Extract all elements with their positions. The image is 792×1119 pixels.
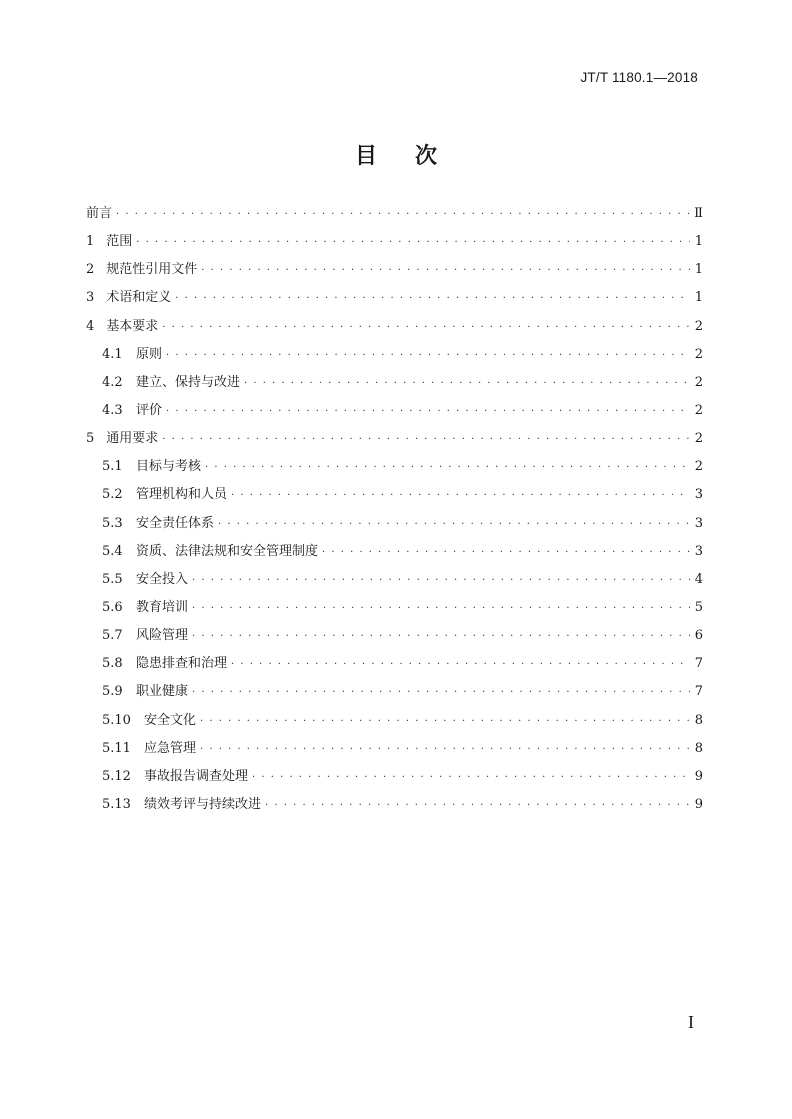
toc-entry[interactable] xyxy=(86,313,703,341)
toc-entry-number: 5.6 xyxy=(102,599,123,615)
toc-entry[interactable] xyxy=(86,341,703,369)
toc-leader-dots xyxy=(192,567,690,595)
toc-entry-number: 5.10 xyxy=(102,712,131,728)
toc-entry[interactable] xyxy=(86,622,703,650)
toc-entry-page: 7 xyxy=(694,656,703,672)
toc-entry-number: 5.8 xyxy=(102,656,123,672)
toc-entry[interactable] xyxy=(86,735,703,763)
toc-entry-number: 5.11 xyxy=(102,740,131,756)
toc-leader-dots xyxy=(166,398,690,426)
toc-entry-number: 5.1 xyxy=(102,459,123,475)
toc-entry-label[interactable]: 管理机构和人员 xyxy=(136,487,228,503)
toc-entry-label[interactable]: 术语和定义 xyxy=(106,290,172,306)
toc-entry-label[interactable]: 职业健康 xyxy=(136,684,189,700)
table-of-contents xyxy=(86,200,703,819)
toc-entry[interactable] xyxy=(86,650,703,678)
toc-entry-number: 1 xyxy=(86,234,95,250)
toc-entry[interactable] xyxy=(86,425,703,453)
toc-entry-page: 9 xyxy=(694,768,703,784)
toc-entry-number: 4 xyxy=(86,318,95,334)
toc-entry-number: 5 xyxy=(86,431,95,447)
toc-entry-number: 2 xyxy=(86,262,95,278)
toc-leader-dots xyxy=(218,511,690,539)
toc-leader-dots xyxy=(192,595,690,623)
toc-entry[interactable] xyxy=(86,369,703,397)
toc-leader-dots xyxy=(205,454,690,482)
toc-entry-page: 1 xyxy=(694,262,703,278)
toc-entry[interactable] xyxy=(86,707,703,735)
toc-entry-page: 6 xyxy=(694,628,703,644)
toc-leader-dots xyxy=(244,370,690,398)
toc-entry[interactable] xyxy=(86,284,703,312)
toc-entry-label[interactable]: 前言 xyxy=(86,206,113,221)
toc-entry[interactable] xyxy=(86,566,703,594)
standard-code: JT/T 1180.1—2018 xyxy=(580,70,698,85)
toc-entry[interactable] xyxy=(86,538,703,566)
toc-entry[interactable] xyxy=(86,397,703,425)
toc-entry-page: 7 xyxy=(694,684,703,700)
toc-entry-number: 5.12 xyxy=(102,768,131,784)
toc-entry-number: 5.13 xyxy=(102,796,131,812)
toc-entry[interactable] xyxy=(86,228,703,256)
toc-entry-page: 2 xyxy=(694,374,703,390)
toc-entry-page: 2 xyxy=(694,402,703,418)
toc-entry-page: 9 xyxy=(694,796,703,812)
toc-entry-number: 5.4 xyxy=(102,543,123,559)
toc-entry-label[interactable]: 目标与考核 xyxy=(136,459,202,475)
toc-leader-dots xyxy=(200,736,690,764)
toc-entry-page: 1 xyxy=(694,234,703,250)
toc-leader-dots xyxy=(136,229,690,257)
toc-entry-page: 1 xyxy=(694,290,703,306)
toc-leader-dots xyxy=(201,257,690,285)
toc-entry[interactable] xyxy=(86,256,703,284)
toc-leader-dots xyxy=(192,679,690,707)
toc-entry-label[interactable]: 教育培训 xyxy=(136,599,189,615)
toc-entry-label[interactable]: 应急管理 xyxy=(144,740,197,756)
toc-entry-page: 2 xyxy=(694,459,703,475)
toc-entry[interactable] xyxy=(86,678,703,706)
toc-entry[interactable] xyxy=(86,453,703,481)
toc-leader-dots xyxy=(200,708,690,736)
toc-entry-label[interactable]: 规范性引用文件 xyxy=(106,262,198,278)
toc-entry-label[interactable]: 资质、法律法规和安全管理制度 xyxy=(136,543,319,559)
toc-entry-label[interactable]: 基本要求 xyxy=(106,318,159,334)
toc-entry-number: 5.7 xyxy=(102,628,123,644)
toc-entry-label[interactable]: 隐患排查和治理 xyxy=(136,656,228,672)
toc-entry-label[interactable]: 建立、保持与改进 xyxy=(136,374,241,390)
toc-entry-page: 2 xyxy=(694,346,703,362)
toc-entry-number: 4.3 xyxy=(102,402,123,418)
toc-entry[interactable] xyxy=(86,594,703,622)
toc-entry-page: 2 xyxy=(694,318,703,334)
toc-leader-dots xyxy=(265,792,690,820)
toc-entry-number: 4.2 xyxy=(102,374,123,390)
toc-entry-number: 4.1 xyxy=(102,346,123,362)
toc-entry[interactable] xyxy=(86,510,703,538)
toc-entry-number: 5.3 xyxy=(102,515,123,531)
toc-entry-label[interactable]: 安全文化 xyxy=(144,712,197,728)
toc-leader-dots xyxy=(252,764,690,792)
toc-leader-dots xyxy=(175,285,690,313)
toc-leader-dots xyxy=(322,539,690,567)
toc-entry[interactable] xyxy=(86,200,703,228)
page-title: 目次 xyxy=(354,144,475,169)
toc-entry-page: 4 xyxy=(694,571,703,587)
toc-leader-dots xyxy=(166,342,690,370)
toc-leader-dots xyxy=(162,314,690,342)
toc-entry[interactable] xyxy=(86,791,703,819)
toc-entry-number: 3 xyxy=(86,290,95,306)
toc-entry-page: 2 xyxy=(694,431,703,447)
toc-entry-page: 3 xyxy=(694,487,703,503)
toc-leader-dots xyxy=(231,482,690,510)
toc-entry-label[interactable]: 原则 xyxy=(136,346,163,362)
toc-entry-label[interactable]: 风险管理 xyxy=(136,628,189,644)
toc-entry-label[interactable]: 绩效考评与持续改进 xyxy=(144,796,262,812)
toc-entry-page: 3 xyxy=(694,515,703,531)
toc-entry-page: 5 xyxy=(694,599,703,615)
toc-entry-page: 8 xyxy=(694,740,703,756)
toc-entry[interactable] xyxy=(86,481,703,509)
toc-entry-label[interactable]: 通用要求 xyxy=(106,431,159,447)
toc-leader-dots xyxy=(162,426,690,454)
toc-entry-label[interactable]: 事故报告调查处理 xyxy=(144,768,249,784)
toc-entry-label[interactable]: 范围 xyxy=(106,234,133,250)
page-number: I xyxy=(688,1012,694,1032)
toc-entry[interactable] xyxy=(86,763,703,791)
toc-entry-number: 5.9 xyxy=(102,684,123,700)
toc-leader-dots xyxy=(116,201,690,229)
toc-entry-page: 8 xyxy=(694,712,703,728)
toc-entry-number: 5.5 xyxy=(102,571,123,587)
toc-leader-dots xyxy=(231,651,690,679)
toc-entry-label[interactable]: 评价 xyxy=(136,402,163,418)
toc-entry-page: Ⅱ xyxy=(694,206,703,221)
toc-entry-number: 5.2 xyxy=(102,487,123,503)
toc-entry-label[interactable]: 安全责任体系 xyxy=(136,515,215,531)
toc-leader-dots xyxy=(192,623,690,651)
toc-entry-label[interactable]: 安全投入 xyxy=(136,571,189,587)
toc-entry-page: 3 xyxy=(694,543,703,559)
